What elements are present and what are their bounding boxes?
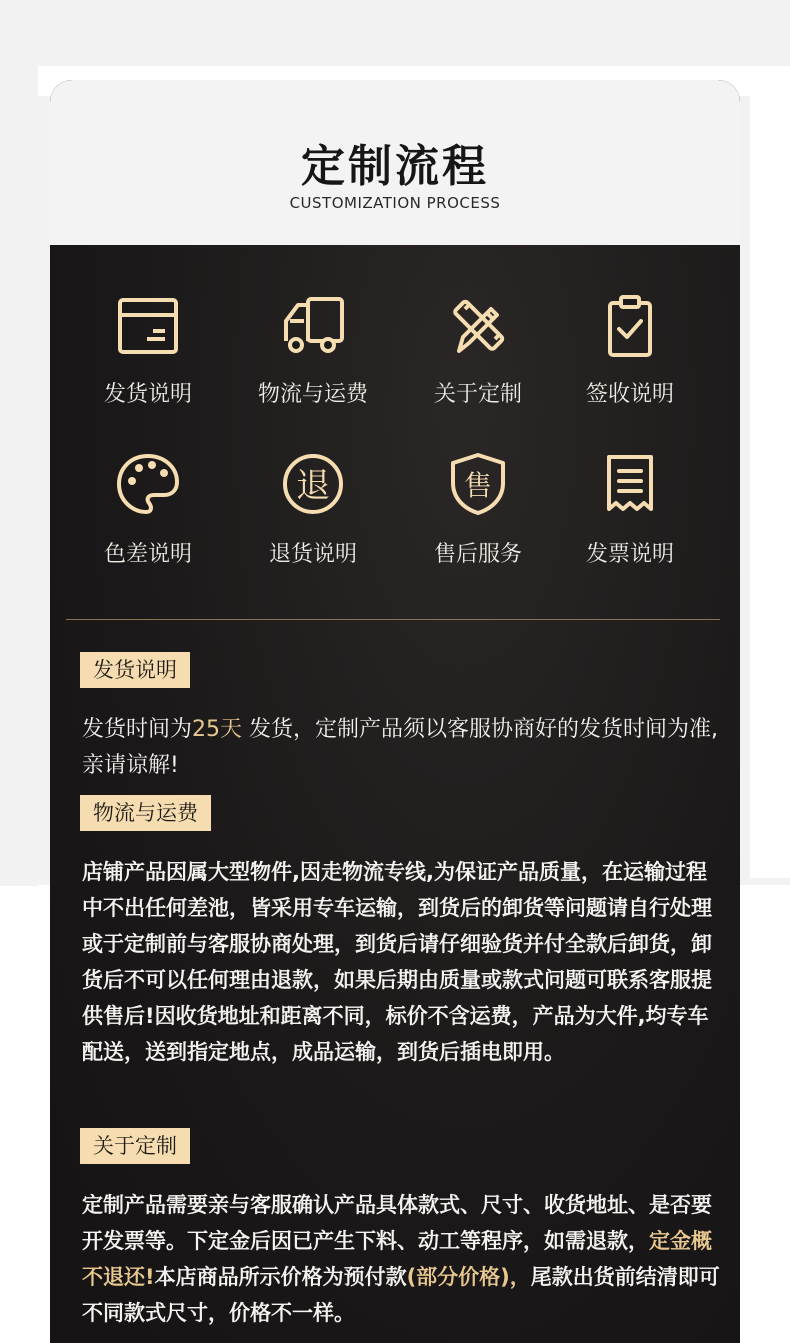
grid-item-signing[interactable] [555, 293, 705, 407]
shipping-text-end: 发货，定制产品须以客服协商好的发货时间为准,亲请谅解! [82, 717, 719, 778]
palette-icon [114, 451, 182, 517]
section-tag-logistics: 物流与运费 [80, 795, 211, 831]
logistics-text: 店铺产品因属大型物件,因走物流专线,为保证产品质量，在运输过程中不出任何差池，皆采用专车运输，到货后的卸货等问题请自行处理或于定制前与客服协商处理，到货后请仔细验货并付全款后卸货，卸货后不可以任何理由退款，如果后期由质量或款式问题可联系客服提供售后!因收货地址和距离不同，标价不含运费，产品为大件,均专车配送，送到指定地点，成品运输，到货后插电即用。 [82, 860, 712, 1064]
grid-label: 售后服务 [433, 542, 522, 567]
shipping-text-start: 发货时间为 [82, 717, 193, 742]
card-header [50, 80, 740, 245]
pencil-ruler-icon [445, 293, 511, 359]
grid-item-color[interactable] [73, 451, 223, 567]
deposit-nonrefundable-highlight: 定金概不退还! [82, 1229, 712, 1289]
partial-price-highlight: (部分价格)， [406, 1265, 531, 1289]
grid-label: 签收说明 [585, 382, 674, 407]
grid-item-logistics[interactable] [238, 293, 388, 407]
section-tag-custom: 关于定制 [80, 1128, 190, 1164]
left-margin [0, 66, 38, 886]
clipboard-check-icon [597, 293, 663, 359]
custom-text-c: 尾款出货前结清即可不同款式尺寸，价格不一样。 [82, 1265, 720, 1325]
return-icon [279, 451, 347, 517]
grid-label: 退货说明 [268, 542, 357, 567]
custom-text-a: 定制产品需要亲与客服确认产品具体款式、尺寸、收货地址、是否要开发票等。下定金后因已产生下料、动工等程序，如需退款， [82, 1193, 712, 1253]
after-sales-shield-icon [445, 451, 511, 517]
right-margin [750, 66, 790, 878]
box-icon [115, 293, 181, 359]
receipt-icon [597, 451, 663, 517]
grid-label: 物流与运费 [257, 382, 368, 407]
page-subtitle: CUSTOMIZATION PROCESS [289, 194, 501, 212]
card-body [50, 245, 740, 1343]
grid-label: 发票说明 [585, 542, 674, 567]
section-tag-shipping: 发货说明 [80, 652, 190, 688]
grid-label: 发货说明 [103, 382, 192, 407]
shipping-text [82, 712, 722, 784]
grid-item-invoice[interactable] [555, 451, 705, 567]
custom-text-b: 本店商品所示价格为预付款 [154, 1265, 407, 1289]
svg-text:退: 退 [296, 466, 330, 506]
grid-item-return[interactable] [238, 451, 388, 567]
customization-card [50, 80, 740, 1343]
shipping-days-highlight: 25天 [192, 717, 243, 742]
grid-label: 关于定制 [433, 382, 522, 407]
custom-text [82, 1187, 722, 1331]
grid-item-shipping[interactable] [73, 293, 223, 407]
svg-text:售: 售 [463, 469, 493, 502]
grid-item-after-sales[interactable] [403, 451, 553, 567]
truck-icon [278, 293, 348, 359]
grid-item-custom[interactable] [403, 293, 553, 407]
grid-label: 色差说明 [103, 542, 192, 567]
section-divider [66, 619, 720, 620]
page-title: 定制流程 [301, 141, 489, 192]
